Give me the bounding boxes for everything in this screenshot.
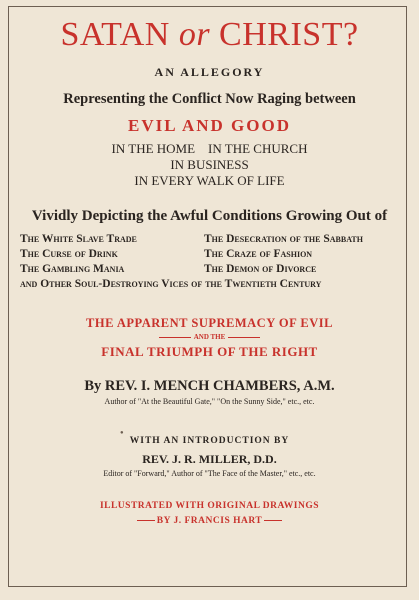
condition-item: The Curse of Drink — [20, 248, 118, 260]
walk-line: IN BUSINESS — [170, 157, 249, 172]
introduction-label: WITH AN INTRODUCTION BY — [129, 436, 290, 446]
walk-line: IN EVERY WALK OF LIFE — [134, 173, 285, 188]
illustrated-line: ILLUSTRATED WITH ORIGINAL DRAWINGS — [99, 501, 320, 511]
condition-item: The Craze of Fashion — [204, 248, 313, 260]
condition-item: The Gambling Mania — [20, 263, 125, 275]
vividly-line: Vividly Depicting the Awful Conditions Growing Out of — [31, 208, 388, 224]
divider-rule — [159, 337, 191, 338]
ink-speck: ● — [120, 430, 124, 436]
condition-item: The Desecration of the Sabbath — [204, 233, 363, 245]
walk-line: IN THE HOME IN THE CHURCH — [111, 141, 308, 156]
divider-rule — [228, 337, 260, 338]
apparent-supremacy: THE APPARENT SUPREMACY OF EVIL — [86, 316, 333, 330]
evil-and-good: EVIL AND GOOD — [128, 116, 291, 135]
divider-rule — [264, 520, 282, 521]
illustrator-line: BY J. FRANCIS HART — [0, 516, 419, 526]
author-name: By REV. I. MENCH CHAMBERS, A.M. — [84, 378, 335, 394]
book-subtitle: AN ALLEGORY — [154, 65, 265, 79]
book-title: SATAN or CHRIST? — [60, 16, 359, 53]
condition-item: The Demon of Divorce — [204, 263, 317, 275]
introducer-name: REV. J. R. MILLER, D.D. — [142, 452, 277, 466]
author-credits: Author of "At the Beautiful Gate," "On the Sunny Side," etc., etc. — [104, 397, 315, 406]
final-triumph: FINAL TRIUMPH OF THE RIGHT — [101, 344, 318, 359]
and-the-divider: AND THE — [0, 333, 419, 341]
representing-line: Representing the Conflict Now Raging between — [63, 91, 356, 107]
condition-item: and Other Soul-Destroying Vices of the Twentieth Century — [20, 278, 322, 290]
introducer-credits: Editor of "Forward," Author of "The Face of the Master," etc., etc. — [103, 469, 316, 478]
divider-rule — [137, 520, 155, 521]
condition-item: The White Slave Trade — [20, 233, 137, 245]
